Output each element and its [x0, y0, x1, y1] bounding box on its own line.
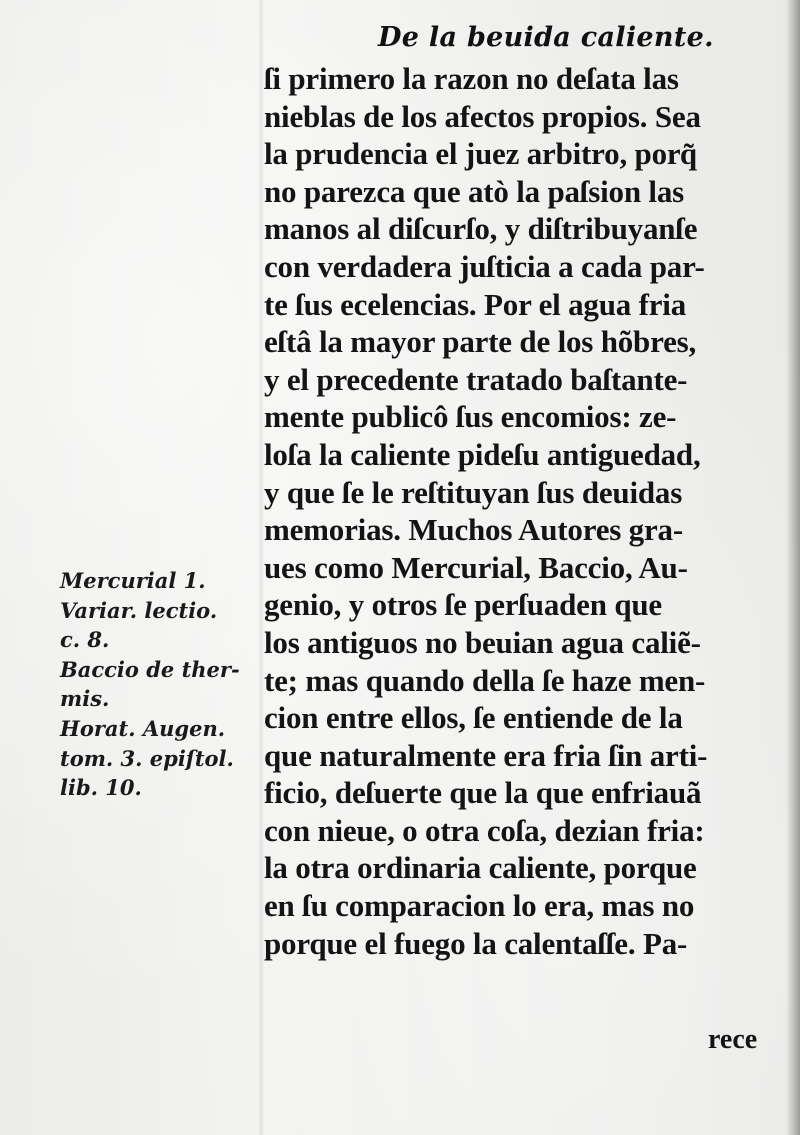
- text-line: nieblas de los afectos propios. Sea: [264, 98, 701, 134]
- running-head: De la beuida caliente.: [378, 22, 714, 53]
- margin-note-line: Horat. Augen.: [60, 715, 226, 741]
- text-line: que naturalmente era fria ſin arti-: [264, 737, 708, 773]
- text-line: manos al diſcurſo, y diſtribuyanſe: [264, 211, 698, 247]
- text-line: loſa la caliente pideſu antiguedad,: [264, 436, 701, 472]
- text-line: y que ſe le reſtituyan ſus deuidas: [264, 474, 683, 510]
- margin-notes: [60, 566, 260, 803]
- text-line: ſi primero la razon no deſata las: [264, 61, 679, 96]
- text-line: memorias. Muchos Autores gra-: [264, 512, 683, 548]
- text-line: te ſus ecelencias. Por el agua fria: [264, 286, 687, 322]
- text-line: y el precedente tratado baſtante-: [264, 361, 688, 397]
- margin-note-line: c. 8.: [60, 627, 110, 653]
- text-line: ficio, deſuerte que la que enfriauã: [264, 775, 702, 811]
- catchword: rece: [708, 1024, 758, 1055]
- text-line: los antiguos no beuian agua caliẽ-: [264, 624, 701, 660]
- text-line: en ſu comparacion lo era, mas no: [264, 888, 695, 924]
- text-line: mente publicô ſus encomios: ze-: [264, 399, 677, 435]
- margin-note-line: mis.: [60, 686, 110, 712]
- margin-note-line: lib. 10.: [60, 775, 142, 801]
- margin-note-line: Mercurial 1.: [60, 568, 206, 593]
- text-line: cion entre ellos, ſe entiende de la: [264, 700, 683, 736]
- text-line: la otra ordinaria caliente, porque: [264, 850, 697, 886]
- text-line: la prudencia el juez arbitro, porq̃: [264, 136, 697, 172]
- margin-note-line: Variar. lectio.: [60, 597, 218, 623]
- text-line: con verdadera juſticia a cada par-: [264, 248, 705, 284]
- text-line: porque el fuego la calentaſſe. Pa-: [264, 925, 688, 961]
- page-edge-shadow: [786, 0, 800, 1135]
- text-line: eſtâ la mayor parte de los hõbres,: [264, 324, 697, 360]
- text-line: genio, y otros ſe perſuaden que: [264, 587, 662, 623]
- text-line: te; mas quando della ſe haze men-: [264, 662, 706, 698]
- text-line: no parezca que atò la paſsion las: [264, 173, 684, 209]
- margin-note-line: Baccio de ther-: [60, 656, 240, 682]
- text-line: con nieue, o otra coſa, dezian fria:: [264, 812, 705, 848]
- body-text: [264, 60, 774, 962]
- text-line: ues como Mercurial, Baccio, Au-: [264, 549, 688, 585]
- margin-note-line: tom. 3. epiſtol.: [60, 745, 234, 771]
